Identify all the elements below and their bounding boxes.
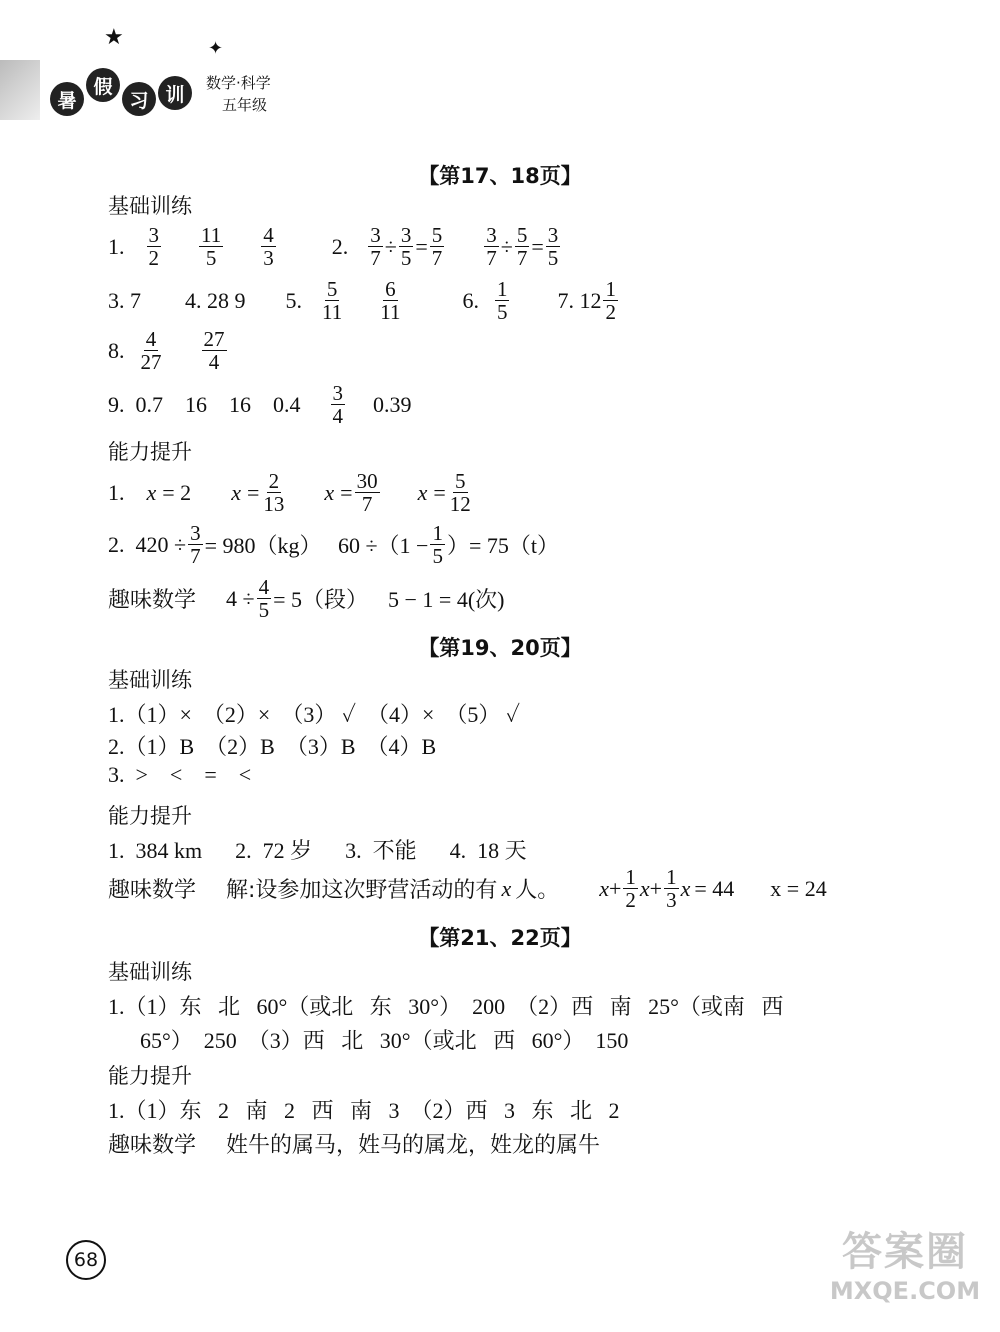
fraction: $\frac{1}{2}$	[625, 865, 636, 913]
answer-row: 1. x = 2 x = $\frac{2}{13}$ x = $\frac{30}{7}$ x = $\frac{5}{12}$	[108, 469, 471, 517]
fraction: $\frac{3}{7}$	[190, 521, 201, 569]
fun-math-label: 趣味数学	[108, 588, 197, 614]
corner-decoration	[0, 60, 40, 120]
answer-row: 65°） 250 （3）西 北 30°（或北 西 60°） 150	[140, 1028, 629, 1053]
fraction: $\frac{5}{7}$	[516, 223, 528, 271]
fraction: $\frac{5}{12}$	[449, 469, 471, 517]
answer-row: 1. $\frac{3}{2}$ $\frac{11}{5}$ $\frac{4}{3}$ 2. $\frac{3}{7}$ ÷ $\frac{3}{5}$ = $\frac{5}{7}$ $\frac{3}{7}$ ÷ $\frac{5}{7}$ = $\frac{3}{5}$	[108, 223, 559, 271]
answer-row: 1. 384 km 2. 72 岁 3. 不能 4. 18 天	[108, 838, 527, 863]
logo-char: 训	[158, 76, 192, 110]
header-logo	[0, 20, 320, 130]
fraction: $\frac{3}{7}$	[486, 223, 497, 271]
fun-math-label: 趣味数学	[108, 878, 197, 904]
answer-row: 趣味数学 姓牛的属马，姓马的属龙，姓龙的属牛	[108, 1128, 600, 1159]
fraction: $\frac{5}{11}$	[322, 277, 343, 325]
answer-row: 1.（1）东 2 南 2 西 南 3 （2）西 3 东 北 2	[108, 1098, 620, 1123]
answer-row: 1.（1）× （2）× （3） ✓ （4）× （5） ✓	[108, 702, 521, 727]
logo-char: 假	[86, 68, 120, 102]
answer-row: 1.（1）东 北 60°（或北 东 30°） 200 （2）西 南 25°（或南 西	[108, 994, 784, 1019]
fraction: $\frac{4}{5}$	[258, 575, 270, 623]
fraction: $\frac{4}{27}$	[140, 327, 162, 375]
basic-training-label: 基础训练	[108, 960, 192, 984]
answer-row: 3. > < = <	[108, 762, 252, 787]
page-number: 68	[66, 1240, 106, 1280]
fraction: $\frac{3}{2}$	[148, 223, 159, 271]
fraction: $\frac{30}{7}$	[356, 469, 378, 517]
answer-row: 趣味数学 4 ÷ $\frac{4}{5}$ = 5（段） 5 − 1 = 4(次)	[108, 575, 505, 623]
answer-row: 2.（1）B （2）B （3）B （4）B	[108, 734, 437, 759]
fraction: $\frac{5}{7}$	[431, 223, 443, 271]
ability-label: 能力提升	[108, 440, 192, 464]
logo-char: 暑	[50, 82, 84, 116]
basic-training-label: 基础训练	[108, 668, 192, 692]
section-title: 【第17、18页】	[418, 164, 582, 188]
star-icon: ✦	[208, 38, 224, 58]
ability-label: 能力提升	[108, 804, 192, 828]
fraction: $\frac{2}{13}$	[263, 469, 285, 517]
fraction: $\frac{3}{7}$	[370, 223, 381, 271]
fraction: $\frac{3}{4}$	[332, 381, 343, 429]
fun-math-label: 趣味数学	[108, 1133, 197, 1158]
fraction: $\frac{11}{5}$	[201, 223, 222, 271]
fraction: $\frac{6}{11}$	[380, 277, 401, 325]
section-title: 【第21、22页】	[418, 926, 582, 950]
fraction: $\frac{27}{4}$	[203, 327, 225, 375]
fraction: $\frac{1}{2}$	[605, 277, 616, 325]
fraction: $\frac{3}{5}$	[400, 223, 412, 271]
answer-row: 趣味数学 解:设参加这次野营活动的有 x 人。 x + $\frac{1}{2}$ x + $\frac{1}{3}$ x = 44 x = 24	[108, 865, 827, 913]
section-title: 【第19、20页】	[418, 636, 582, 660]
answer-row: 2. 420 ÷ $\frac{3}{7}$ = 980（kg） 60 ÷（1 − $\frac{1}{5}$ ）= 75（t）	[108, 521, 559, 569]
fraction: $\frac{1}{5}$	[496, 277, 508, 325]
subject-label: 数学·科学	[206, 74, 271, 92]
fraction: $\frac{3}{5}$	[547, 223, 559, 271]
fraction: $\frac{1}{3}$	[666, 865, 677, 913]
answer-row: 8. $\frac{4}{27}$ $\frac{27}{4}$	[108, 327, 225, 375]
watermark: 答案圈 MXQE.COM	[829, 1229, 981, 1305]
answer-row: 9. 0.7 16 16 0.4 $\frac{3}{4}$ 0.39	[108, 381, 412, 429]
star-icon: ★	[104, 24, 124, 49]
answer-row: 3. 7 4. 28 9 5. $\frac{5}{11}$ $\frac{6}{11}$ 6. $\frac{1}{5}$ 7. 12 $\frac{1}{2}$	[108, 277, 616, 325]
basic-training-label: 基础训练	[108, 194, 192, 218]
logo-char: 习	[122, 82, 156, 116]
fraction: $\frac{4}{3}$	[263, 223, 274, 271]
grade-label: 五年级	[222, 96, 268, 114]
ability-label: 能力提升	[108, 1064, 192, 1088]
fraction: $\frac{1}{5}$	[432, 521, 443, 569]
